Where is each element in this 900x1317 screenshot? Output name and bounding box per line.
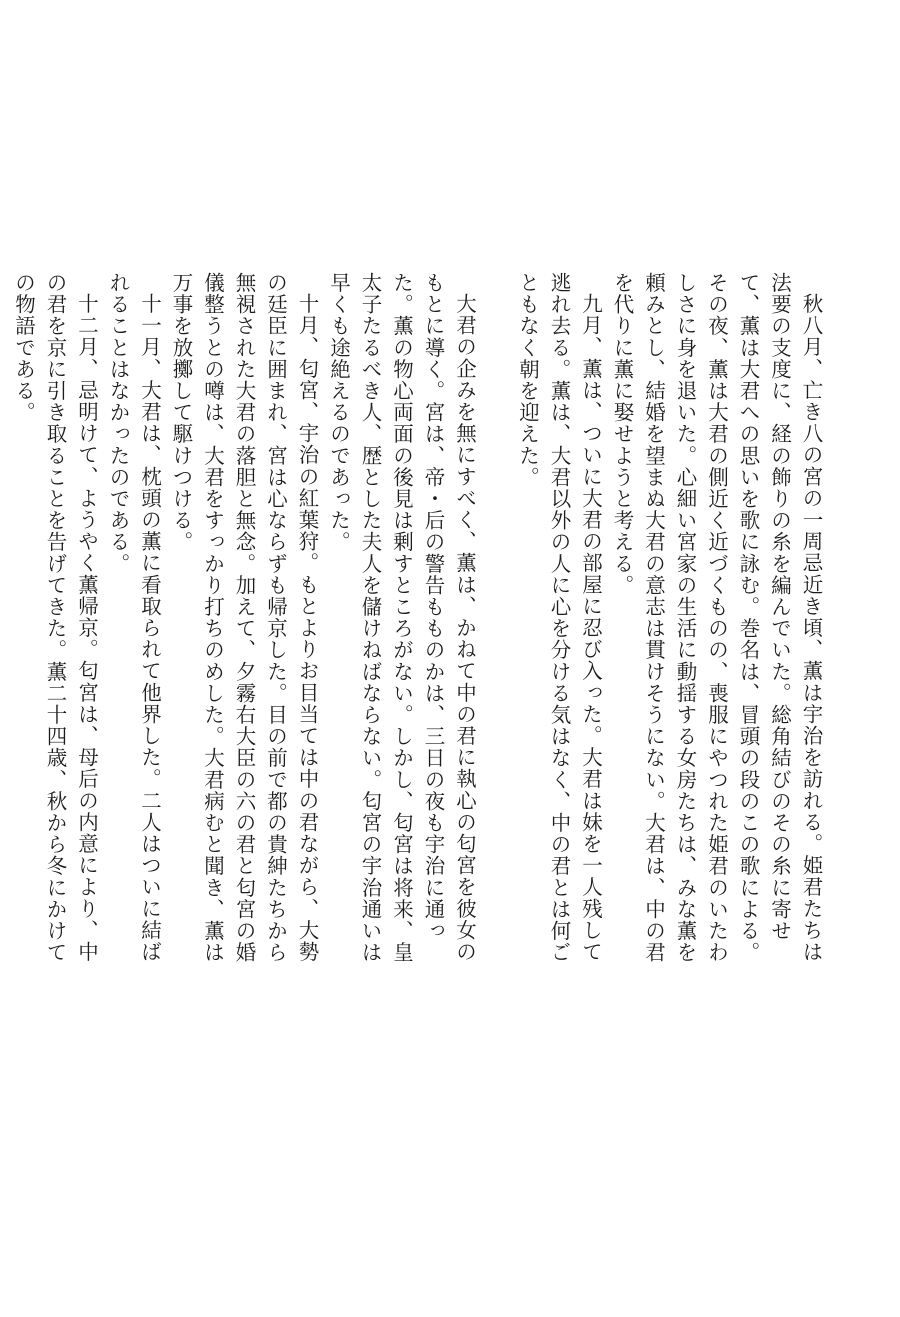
paragraph-august: 秋八月、亡き八の宮の一周忌近き頃、薫は宇治を訪れる。姫君たちは法要の支度に、経の飾りの糸を編んでいた。総角結びのその糸に寄せて、薫は大君への思いを歌に詠む。巻名は、冒頭の段のこの歌による。その夜、薫は大君の側近く近づくものの、喪服にやつれた姫君のいたわしさに身を退いた。心細い宮家の生活に動揺する女房たちは、みな薫を頼みとし、結婚を望まぬ大君の意志は貫けそうにない。大君は、中の君を代りに薫に娶せようと考える。 [610,272,823,964]
paragraph-september: 九月、薫は、ついに大君の部屋に忍び入った。大君は妹を一人残して逃れ去る。薫は、大君以外の人に心を分ける気はなく、中の君とは何ごともなく朝を迎えた。 [515,272,603,964]
paragraph-december: 十二月、忌明けて、ようやく薫帰京。匂宮は、母后の内意により、中の君を京に引き取ることを告げてきた。薫二十四歳、秋から冬にかけての物語である。 [11,272,99,964]
vertical-text-block [11,272,826,972]
paragraph-november: 十一月、大君は、枕頭の薫に看取られて他界した。二人はついに結ばれることはなかったのである。 [106,272,162,963]
paragraph-plan: 大君の企みを無にすべく、薫は、かねて中の君に執心の匂宮を彼女のもとに導く。宮は、帝・后の警告もものかは、三日の夜も宇治に通った。薫の物心両面の後見は剰すところがない。しかし、匂宮は将来、皇太子たるべき人、歴とした夫人を儲けねばならない。匂宮の宇治通いは早くも途絶えるのであった。 [326,272,477,964]
paragraph-october: 十月、匂宮、宇治の紅葉狩。もとよりお目当ては中の君ながら、大勢の廷臣に囲まれ、宮は心ならずも帰京した。目の前で都の貴紳たちから無視された大君の落胆と無念。加えて、夕霧右大臣の六の君と匂宮の婚儀整うとの噂は、大君をすっかり打ちのめした。大君病むと聞き、薫は万事を放擲して駆けつける。 [169,272,319,964]
